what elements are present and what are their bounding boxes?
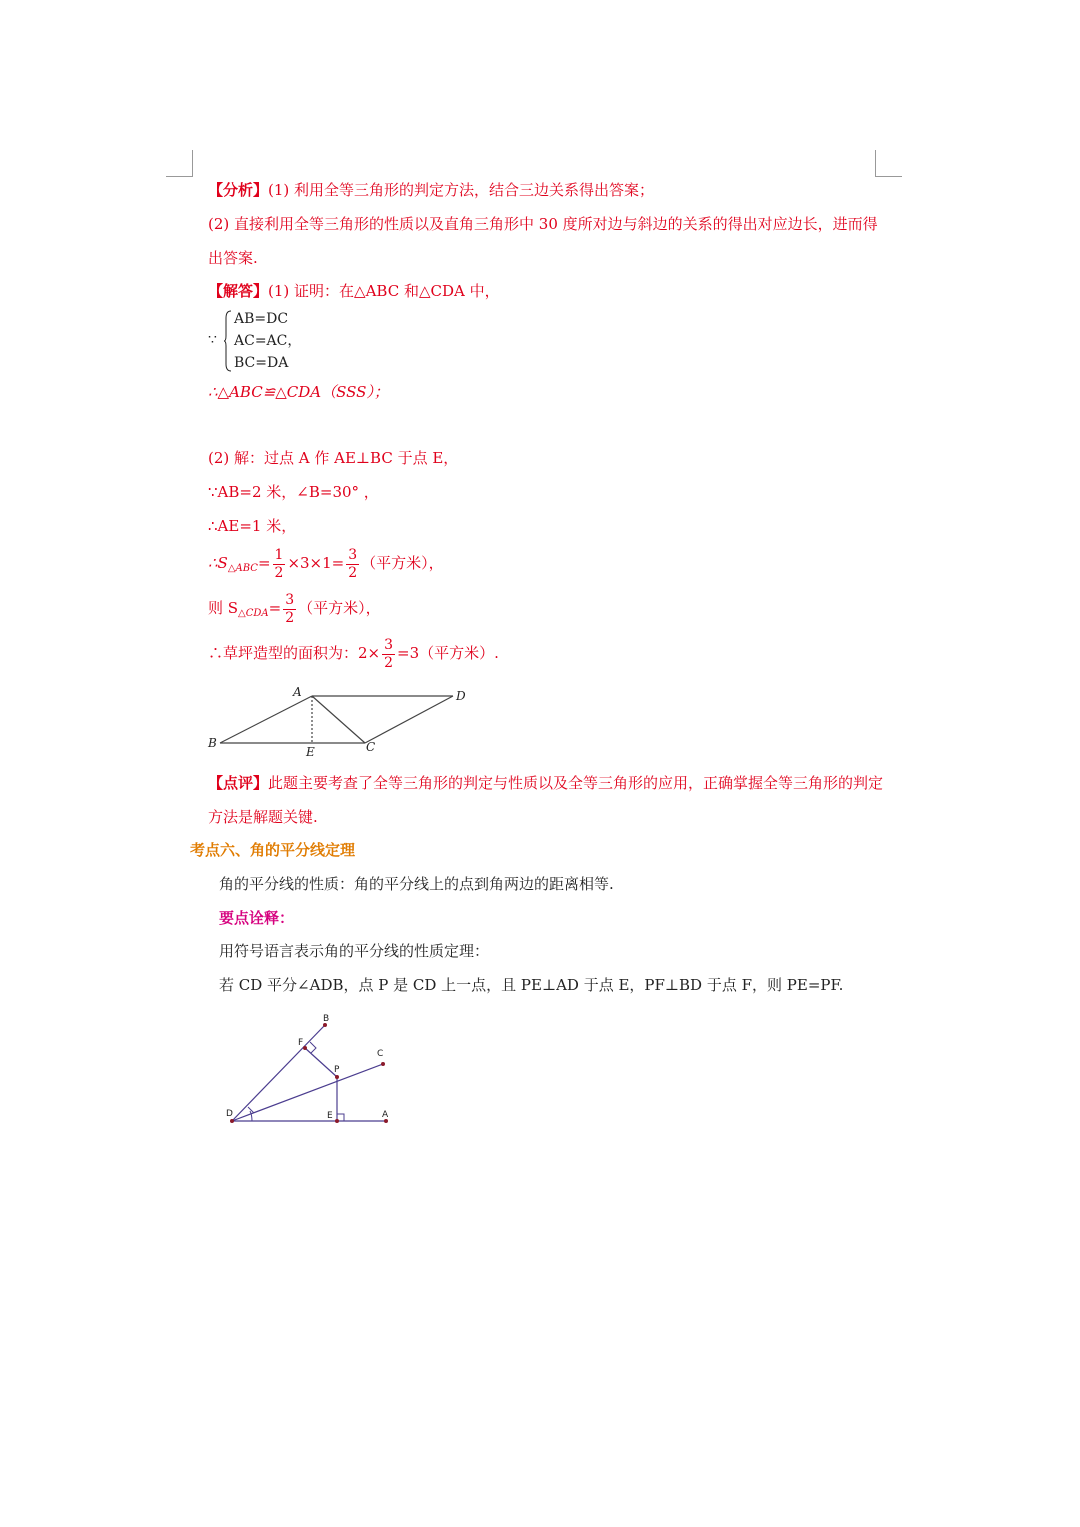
solution-intro xyxy=(208,281,500,301)
brace-rows xyxy=(234,308,301,374)
total-area-line xyxy=(208,634,499,672)
solution-tag: 【解答】 xyxy=(208,282,269,300)
area-abc-prefix: ∴S xyxy=(208,554,228,572)
fraction-den: 2 xyxy=(274,564,284,581)
label-c: C xyxy=(366,740,376,754)
fraction-three-halves xyxy=(346,547,359,582)
area-cda-unit: （平方米）， xyxy=(298,599,381,617)
angle-bisector-figure xyxy=(220,1008,400,1133)
solution-intro-text: (1) 证明：在△ABC 和△CDA 中， xyxy=(268,282,500,300)
segment-dc xyxy=(365,696,453,743)
ray-db xyxy=(232,1025,325,1121)
symbol-statement: 若 CD 平分∠ADB，点 P 是 CD 上一点，且 PE⊥AD 于点 E，PF⊥BD 于点 F，则 PE=PF. xyxy=(219,976,844,994)
part2-intro: (2) 解：过点 A 作 AE⊥BC 于点 E， xyxy=(208,449,459,467)
total-area-suffix: =3（平方米）. xyxy=(397,644,499,662)
fraction-den: 2 xyxy=(285,609,295,626)
area-cda-prefix: 则 S xyxy=(208,599,239,617)
analysis-line-1 xyxy=(208,180,654,200)
label-b: B xyxy=(323,1014,330,1024)
symbol-intro: 用符号语言表示角的平分线的性质定理： xyxy=(219,942,490,960)
comment-tag: 【点评】 xyxy=(208,774,269,792)
label-a: A xyxy=(382,1110,389,1120)
fraction-num: 1 xyxy=(274,546,284,563)
segment-ac xyxy=(312,696,365,743)
parallelogram-figure xyxy=(200,680,490,760)
ray-dc xyxy=(232,1064,383,1121)
area-abc-line xyxy=(208,544,444,588)
area-abc-eq: = xyxy=(257,554,271,572)
crop-mark-left xyxy=(166,150,193,177)
brace-row-1: AB=DC xyxy=(234,311,289,327)
key-points-heading: 要点诠释： xyxy=(219,909,295,927)
point-d xyxy=(230,1119,234,1123)
segment-ab xyxy=(220,696,312,743)
comment-line-2: 方法是解题关键. xyxy=(208,808,318,826)
analysis-text-1: (1) 利用全等三角形的判定方法，结合三边关系得出答案； xyxy=(268,181,655,199)
fraction-three-halves xyxy=(382,637,395,672)
comment-text-1: 此题主要考查了全等三角形的判定与性质以及全等三角形的应用，正确掌握全等三角形的判定 xyxy=(268,774,884,792)
point-e xyxy=(335,1119,339,1123)
brace-row-3: BC=DA xyxy=(234,355,289,371)
conclusion-1: ∴△ABC≌△CDA（SSS）； xyxy=(208,383,389,401)
given-line: ∵AB=2 米，∠B=30° ， xyxy=(208,483,379,501)
label-d: D xyxy=(456,689,466,703)
area-cda-eq: = xyxy=(268,599,282,617)
fraction-num: 3 xyxy=(348,546,358,563)
fraction-num: 3 xyxy=(285,591,295,608)
section-title: 考点六、角的平分线定理 xyxy=(190,841,356,859)
ae-line: ∴AE=1 米， xyxy=(208,517,297,535)
analysis-tag: 【分析】 xyxy=(208,181,269,199)
because-symbol: ∵ xyxy=(208,332,217,348)
area-abc-unit: （平方米）， xyxy=(361,554,444,572)
label-e: E xyxy=(327,1111,333,1121)
point-p xyxy=(335,1075,339,1079)
analysis-line-2: (2) 直接利用全等三角形的性质以及直角三角形中 30 度所对边与斜边的关系的得出对应边长，进而得 xyxy=(208,215,878,233)
fraction-num: 3 xyxy=(384,636,394,653)
label-e: E xyxy=(306,745,315,759)
analysis-line-3: 出答案. xyxy=(208,249,258,267)
area-abc-mid: ×3×1= xyxy=(287,554,345,572)
comment-line-1 xyxy=(208,773,883,793)
area-cda-line xyxy=(208,589,381,633)
right-angle-f xyxy=(310,1042,316,1053)
point-f xyxy=(303,1046,307,1050)
crop-mark-right xyxy=(875,150,902,177)
fraction-three-halves xyxy=(283,592,296,627)
brace-icon xyxy=(224,310,232,372)
angle-arc-1 xyxy=(250,1111,252,1121)
area-cda-sub: △CDA xyxy=(238,608,269,619)
segment-pf xyxy=(305,1048,337,1077)
label-d: D xyxy=(226,1109,233,1119)
fraction-den: 2 xyxy=(348,564,358,581)
label-c: C xyxy=(377,1049,384,1059)
point-c xyxy=(381,1062,385,1066)
label-b: B xyxy=(208,736,217,750)
fraction-one-half xyxy=(273,547,286,582)
label-p: P xyxy=(334,1065,340,1075)
fraction-den: 2 xyxy=(384,654,394,671)
brace-row-2: AC=AC， xyxy=(234,333,302,349)
label-a: A xyxy=(293,685,302,699)
total-area-prefix: ∴草坪造型的面积为：2× xyxy=(208,644,381,662)
area-abc-sub: △ABC xyxy=(227,563,258,574)
label-f: F xyxy=(298,1038,304,1048)
property-statement: 角的平分线的性质：角的平分线上的点到角两边的距离相等. xyxy=(219,875,614,893)
